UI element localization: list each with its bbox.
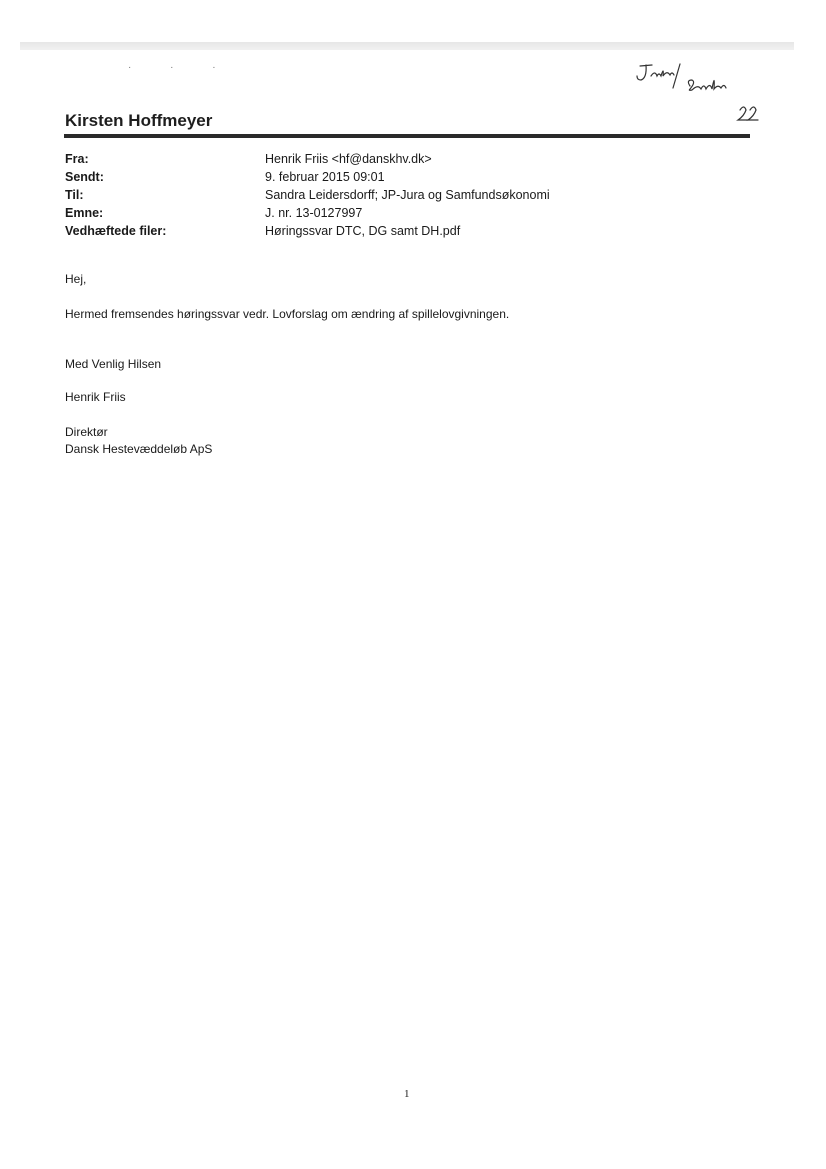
header-value-from: Henrik Friis <hf@danskhv.dk> [265,152,432,166]
page-number: 1 [404,1088,410,1100]
message-text: Hermed fremsendes høringssvar vedr. Lovforslag om ændring af spillelovgivningen. [65,307,510,321]
header-value-sent: 9. februar 2015 09:01 [265,170,385,184]
scan-edge [20,42,794,50]
header-value-attachments: Høringssvar DTC, DG samt DH.pdf [265,224,461,238]
greeting: Hej, [65,272,87,286]
signature-name: Henrik Friis [65,390,126,404]
header-value-to: Sandra Leidersdorff; JP-Jura og Samfundsøkonomi [265,188,550,202]
closing: Med Venlig Hilsen [65,357,162,371]
signature-title: Direktør [65,425,108,439]
handwritten-annotation [632,58,782,128]
header-label-to: Til: [65,188,84,202]
header-value-subject: J. nr. 13-0127997 [265,206,363,220]
header-label-attachments: Vedhæftede filer: [65,224,167,238]
header-label-sent: Sendt: [65,170,104,184]
header-rule [64,134,750,138]
sender-title: Kirsten Hoffmeyer [65,111,213,130]
scan-specks: · · · [128,62,234,73]
header-label-from: Fra: [65,152,89,166]
header-label-subject: Emne: [65,206,104,220]
signature-company: Dansk Hestevæddeløb ApS [65,442,213,456]
